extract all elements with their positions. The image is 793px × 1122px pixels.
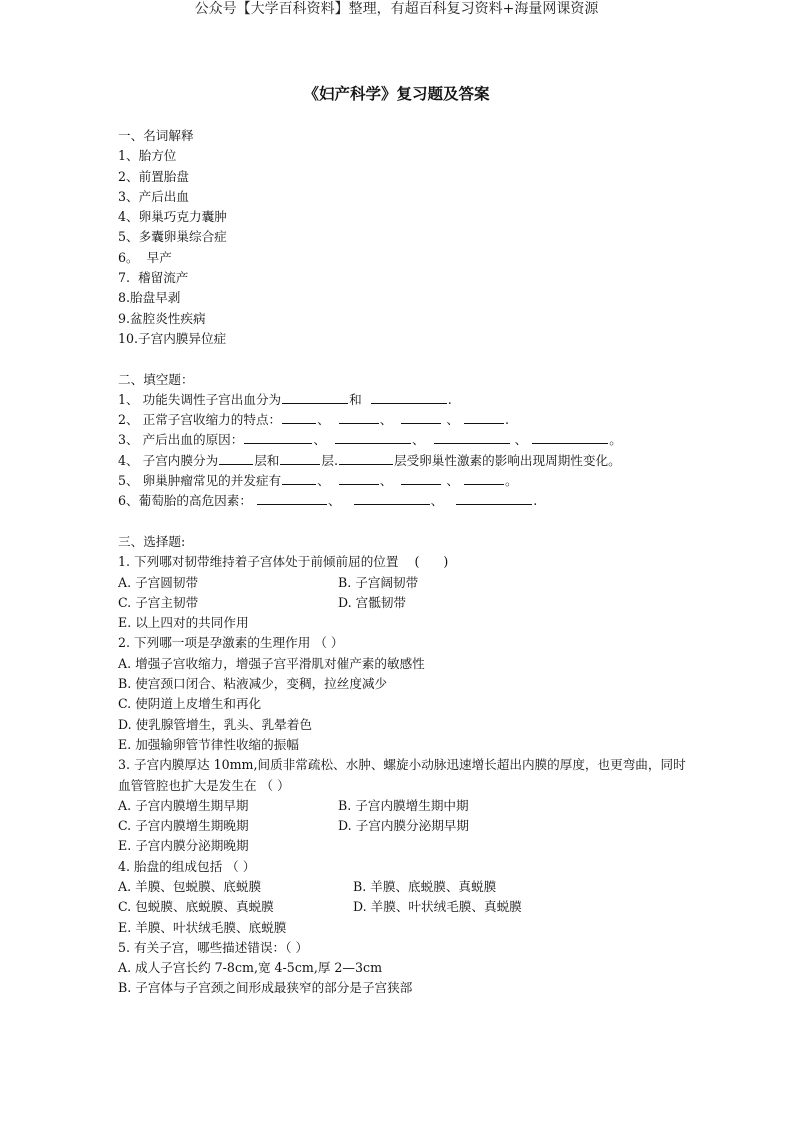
connector-text: 层和: [254, 452, 280, 468]
fill-in-question-1: [118, 390, 698, 410]
answer-blank: [401, 410, 441, 424]
mc-option-d: D. 羊膜、叶状绒毛膜、真蜕膜: [353, 899, 522, 915]
answer-blank: [464, 471, 504, 485]
definition-item: 10.子宫内膜异位症: [118, 330, 227, 346]
document-title: 《妇产科学》复习题及答案: [303, 84, 490, 103]
answer-blank: [282, 471, 316, 485]
separator: 、: [379, 412, 393, 428]
answer-blank: [401, 471, 441, 485]
mc-option-e: E. 加强输卵管节律性收缩的振幅: [118, 736, 299, 752]
mc-question-stem: 1. 下列哪对韧带维持着子宫体处于前倾前屈的位置 ( ): [118, 554, 449, 570]
separator: 、: [379, 473, 393, 489]
mc-option-c: C. 子宫主韧带: [118, 594, 199, 610]
section-heading-multiple-choice: 三、选择题:: [118, 533, 186, 549]
connector-text: 层.: [321, 452, 338, 468]
definition-item: 2、前置胎盘: [118, 168, 189, 184]
answer-blank: [354, 491, 430, 505]
question-text: 1、 功能失调性子宫出血分为: [118, 391, 282, 407]
mc-option-b: B. 子宫内膜增生期中期: [338, 797, 469, 813]
mc-option-d: D. 使乳腺管增生，乳头、乳晕着色: [118, 716, 312, 732]
punctuation: .: [505, 412, 510, 428]
fill-in-question-5: [118, 471, 698, 491]
mc-option-a: A. 子宫内膜增生期早期: [118, 797, 249, 813]
mc-option-d: D. 宫骶韧带: [338, 594, 407, 610]
mc-option-b: B. 羊膜、底蜕膜、真蜕膜: [353, 878, 497, 894]
separator: 、: [317, 473, 330, 489]
connector-text: 和: [349, 391, 362, 407]
mc-question-stem: 3. 子宫内膜厚达 10mm,间质非常疏松、水肿、螺旋小动脉迅速增长超出内膜的厚度，也更弯曲，同时血管管腔也扩大是发生在 （ ）: [118, 757, 686, 793]
separator: 、: [430, 493, 444, 509]
separator: 、: [317, 412, 330, 428]
punctuation: 。: [505, 473, 518, 489]
separator: 、: [446, 412, 459, 428]
mc-option-b: B. 子宫体与子宫颈之间形成最狭窄的部分是子宫狭部: [118, 980, 413, 996]
mc-option-a: A. 子宫圆韧带: [118, 574, 199, 590]
punctuation: 。: [609, 432, 622, 448]
fill-in-question-3: [118, 430, 698, 450]
definition-item: 7. 稽留流产: [118, 270, 189, 286]
mc-options-row: [118, 877, 698, 897]
separator: 、: [411, 432, 425, 448]
mc-options-row: [118, 573, 698, 593]
mc-question-stem: 2. 下列哪一项是孕激素的生理作用 （ ）: [118, 635, 344, 651]
mc-option-e: E. 羊膜、叶状绒毛膜、底蜕膜: [118, 919, 287, 935]
separator: 、: [446, 473, 459, 489]
mc-option-c: C. 子宫内膜增生期晚期: [118, 818, 249, 834]
answer-blank: [339, 471, 379, 485]
definition-item: 3、产后出血: [118, 188, 189, 204]
definition-item: 6。 早产: [118, 249, 172, 265]
mc-options-row: [118, 816, 698, 836]
separator: 、: [327, 493, 341, 509]
watermark-banner: 公众号【大学百科资料】整理，有超百科复习资料+海量网课资源: [194, 1, 599, 17]
answer-blank: [257, 491, 327, 505]
answer-blank: [434, 430, 510, 444]
mc-option-b: B. 使宫颈口闭合、粘液减少，变稠，拉丝度减少: [118, 676, 388, 692]
definition-item: 4、卵巢巧克力囊肿: [118, 209, 227, 225]
punctuation: .: [533, 493, 538, 509]
answer-blank: [339, 410, 379, 424]
mc-option-b: B. 子宫阔韧带: [338, 574, 419, 590]
answer-blank: [371, 390, 447, 404]
document-body: [118, 126, 698, 999]
answer-blank: [532, 430, 608, 444]
mc-option-c: C. 包蜕膜、底蜕膜、真蜕膜: [118, 899, 274, 915]
definition-item: 8.胎盘早剥: [118, 290, 181, 306]
mc-options-row: [118, 796, 698, 816]
mc-option-e: E. 子宫内膜分泌期晚期: [118, 838, 249, 854]
question-text: 5、 卵巢肿瘤常见的并发症有: [118, 473, 282, 489]
fill-in-question-6: [118, 491, 698, 511]
definition-item: 9.盆腔炎性疾病: [118, 310, 206, 326]
definition-item: 5、多囊卵巢综合症: [118, 229, 227, 245]
section-heading-fill-in: 二、填空题：: [118, 371, 194, 387]
answer-blank: [219, 451, 253, 465]
fill-in-question-2: [118, 410, 698, 430]
answer-blank: [335, 430, 411, 444]
mc-option-e: E. 以上四对的共同作用: [118, 615, 249, 631]
mc-option-c: C. 使阴道上皮增生和再化: [118, 696, 262, 712]
question-text: 6、葡萄胎的高危因素：: [118, 493, 252, 509]
mc-option-a: A. 羊膜、包蜕膜、底蜕膜: [118, 878, 262, 894]
punctuation: .: [447, 391, 452, 407]
answer-blank: [280, 451, 320, 465]
mc-question-stem: 4. 胎盘的组成包括 （ ）: [118, 858, 256, 874]
mc-options-row: [118, 897, 698, 917]
question-text: 3、 产后出血的原因：: [118, 432, 244, 448]
section-heading-definitions: 一、名词解释: [118, 128, 194, 143]
answer-blank: [456, 491, 532, 505]
mc-question-stem: 5. 有关子宫，哪些描述错误：（ ）: [118, 939, 309, 955]
separator: 、: [514, 432, 528, 448]
mc-option-d: D. 子宫内膜分泌期早期: [338, 818, 469, 834]
separator: 、: [313, 432, 326, 448]
mc-option-a: A. 成人子宫长约 7-8cm,宽 4-5cm,厚 2—3cm: [118, 960, 383, 976]
answer-blank: [339, 451, 393, 465]
answer-blank: [464, 410, 504, 424]
mc-option-a: A. 增强子宫收缩力，增强子宫平滑肌对催产素的敏感性: [118, 655, 425, 671]
definition-item: 1、胎方位: [118, 148, 177, 164]
answer-blank: [244, 430, 312, 444]
answer-blank: [282, 390, 348, 404]
fill-in-question-4: [118, 451, 698, 471]
question-text: 2、 正常子宫收缩力的特点：: [118, 412, 282, 428]
mc-options-row: [118, 593, 698, 613]
answer-blank: [282, 410, 316, 424]
question-text: 层受卵巢性激素的影响出现周期性变化。: [393, 452, 621, 468]
question-text: 4、 子宫内膜分为: [118, 452, 219, 468]
